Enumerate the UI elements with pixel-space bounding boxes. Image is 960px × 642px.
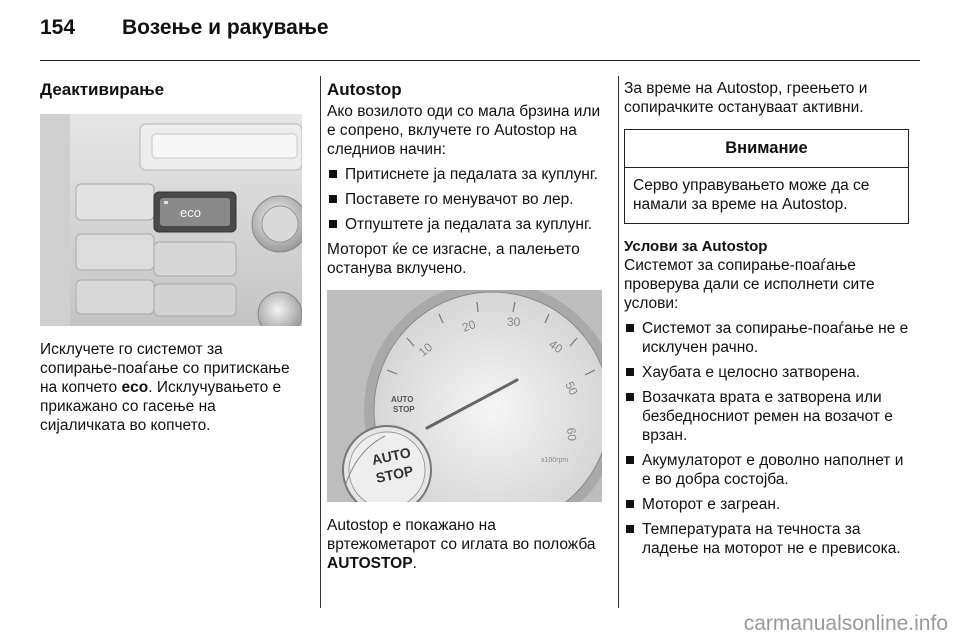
gauge-unit: x100rpm (541, 457, 569, 464)
deactivation-text-end: . Исклучувањето е прикажано со гасење на сијаличката во копчето. (40, 379, 282, 434)
conditions-intro: Системот за сопирање-поаѓање проверува дали се исполнети сите услови: (624, 257, 875, 312)
list-item: Температурата на течноста за ладење на моторот не е превисока. (624, 520, 909, 558)
tick-label: 20 (460, 317, 478, 335)
tick-label: 60 (564, 427, 580, 442)
list-item: Поставете го менувачот во лер. (327, 190, 602, 209)
eco-button-photo (40, 114, 302, 326)
dial-autostop-label: AUTO (391, 395, 414, 404)
dial-autostop-label-2: STOP (393, 405, 415, 414)
column-divider-2 (618, 76, 619, 608)
column-autostop (327, 72, 602, 579)
page-title: Возење и ракување (122, 16, 329, 39)
autostop-bold: AUTOSTOP (327, 555, 413, 572)
tick-label: 10 (415, 339, 436, 360)
list-item: Акумулаторот е доволно наполнет и е во добра состојба. (624, 451, 909, 489)
caption-end: . (412, 555, 417, 572)
tick-label: 40 (546, 336, 566, 357)
conditions-list (624, 319, 909, 558)
autostop-active-note: За време на Autostop, греењето и сопирачките остануваат активни. (624, 80, 868, 116)
list-item: Притиснете ја педалата за куплунг. (327, 165, 602, 184)
list-item: Моторот е загреан. (624, 495, 909, 514)
page-number: 154 (40, 16, 76, 39)
tick-label: 50 (562, 379, 581, 398)
column-conditions (624, 72, 909, 564)
autostop-steps (327, 165, 602, 234)
section-heading-autostop: Autostop (327, 80, 402, 99)
list-item: Хаубата е целосно затворена. (624, 363, 909, 382)
lens-autostop-label: AUTO (370, 444, 413, 468)
column-deactivation (40, 72, 302, 441)
warning-box (624, 129, 909, 224)
conditions-heading: Услови за Autostop (624, 238, 768, 255)
section-heading-deactivation: Деактивирање (40, 80, 165, 99)
caption-text: Autostop е покажано на вртежометарот со иглата во положба (327, 517, 596, 553)
watermark: carmanualsonline.info (743, 612, 948, 635)
list-item: Отпуштете ја педалата за куплунг. (327, 215, 602, 234)
header-rule (40, 60, 920, 61)
autostop-result: Моторот ќе се изгасне, а палењето останува вклучено. (327, 241, 580, 277)
warning-body: Серво управувањето може да се намали за време на Autostop. (633, 177, 870, 213)
deactivation-paragraph (40, 340, 302, 435)
tick-label: 30 (507, 315, 521, 329)
deactivation-text: Исклучете го системот за сопирање-поаѓање со притискање на копчето (40, 341, 290, 396)
list-item: Возачката врата е затворена или безбедносниот ремен на возачот е врзан. (624, 388, 909, 445)
warning-title: Внимание (625, 130, 908, 168)
tachometer-photo (327, 290, 602, 502)
list-item: Системот за сопирање-поаѓање не е исклучен рачно. (624, 319, 909, 357)
eco-bold: eco (121, 379, 149, 396)
column-divider-1 (320, 76, 321, 608)
autostop-intro: Ако возилото оди со мала брзина или е сопрено, вклучете го Autostop на следниов начин: (327, 103, 601, 158)
tachometer-caption (327, 516, 602, 573)
lens-autostop-label-2: STOP (374, 462, 415, 486)
eco-button-label: eco (180, 205, 201, 220)
page-header (40, 16, 329, 52)
